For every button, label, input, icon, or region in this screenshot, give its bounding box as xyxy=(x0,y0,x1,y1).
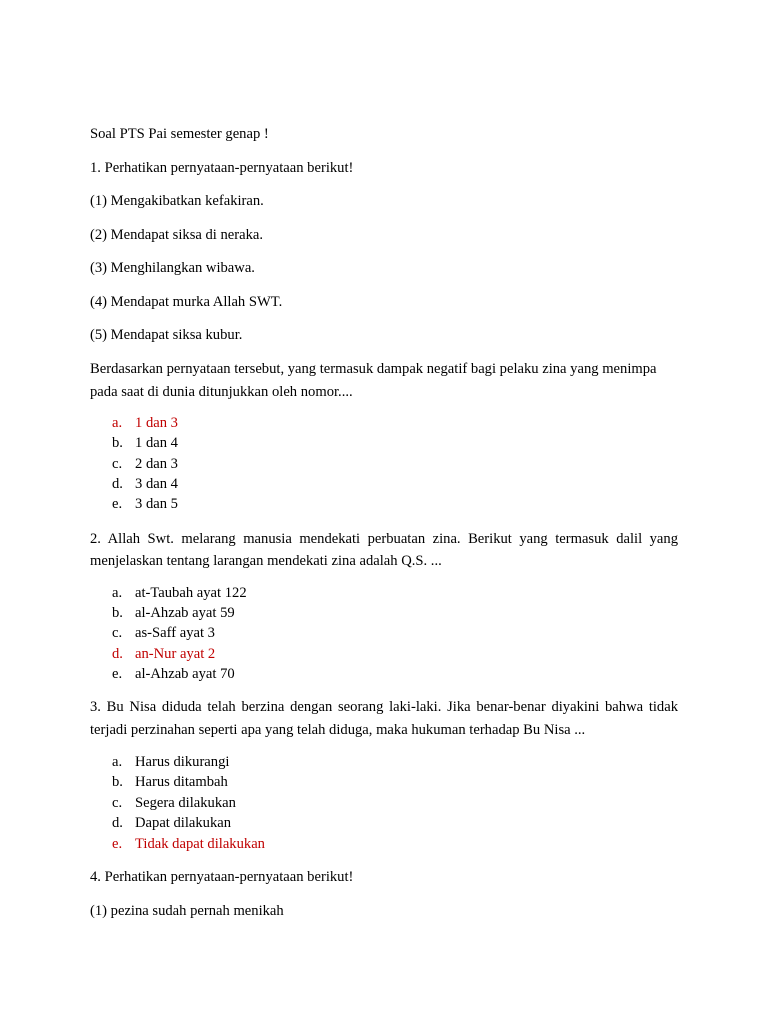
q3-option-c xyxy=(0,795,768,812)
q3-option-e xyxy=(0,836,768,853)
q1-option-b xyxy=(0,435,768,452)
option-text: an-Nur ayat 2 xyxy=(135,646,216,662)
q2-option-b xyxy=(0,605,768,622)
option-letter: c. xyxy=(112,625,123,641)
option-text: 3 dan 5 xyxy=(135,496,178,512)
q1-statement-5: (5) Mendapat siksa kubur. xyxy=(90,327,243,343)
option-letter: c. xyxy=(112,456,123,472)
option-letter: b. xyxy=(112,774,123,790)
question-3-line-2: terjadi perzinahan seperti apa yang telah diduga, maka hukuman terhadap Bu Nisa ... xyxy=(90,722,586,738)
option-text: Harus ditambah xyxy=(135,774,228,790)
option-letter: d. xyxy=(112,815,123,831)
option-text: Tidak dapat dilakukan xyxy=(135,836,265,852)
question-3-line-1: 3. Bu Nisa diduda telah berzina dengan seorang laki-laki. Jika benar-benar diyakini bahwa tidak xyxy=(90,699,678,715)
q1-option-a xyxy=(0,415,768,432)
option-text: 1 dan 3 xyxy=(135,415,178,431)
option-text: Dapat dilakukan xyxy=(135,815,232,831)
question-4-stem: 4. Perhatikan pernyataan-pernyataan berikut! xyxy=(90,869,354,885)
option-text: 2 dan 3 xyxy=(135,456,178,472)
option-text: as-Saff ayat 3 xyxy=(135,625,215,641)
q2-option-e xyxy=(0,666,768,683)
option-text: al-Ahzab ayat 59 xyxy=(135,605,235,621)
option-letter: d. xyxy=(112,646,123,662)
q1-question-line-1: Berdasarkan pernyataan tersebut, yang termasuk dampak negatif bagi pelaku zina yang menimpa xyxy=(90,361,657,377)
option-letter: e. xyxy=(112,496,123,512)
question-2-line-2: menjelaskan tentang larangan mendekati zina adalah Q.S. ... xyxy=(90,553,442,569)
option-letter: d. xyxy=(112,476,123,492)
q4-statement-1: (1) pezina sudah pernah menikah xyxy=(90,903,284,919)
option-letter: b. xyxy=(112,605,123,621)
q2-option-a xyxy=(0,585,768,602)
option-text: Segera dilakukan xyxy=(135,795,236,811)
q1-statement-2: (2) Mendapat siksa di neraka. xyxy=(90,227,264,243)
question-1-stem: 1. Perhatikan pernyataan-pernyataan berikut! xyxy=(90,160,354,176)
q2-option-d xyxy=(0,646,768,663)
q1-question-line-2: pada saat di dunia ditunjukkan oleh nomor.... xyxy=(90,384,353,400)
q3-option-b xyxy=(0,774,768,791)
option-letter: b. xyxy=(112,435,123,451)
option-letter: a. xyxy=(112,585,123,601)
option-letter: c. xyxy=(112,795,123,811)
q1-option-e xyxy=(0,496,768,513)
q1-statement-4: (4) Mendapat murka Allah SWT. xyxy=(90,294,283,310)
q1-statement-3: (3) Menghilangkan wibawa. xyxy=(90,260,255,276)
document-title: Soal PTS Pai semester genap ! xyxy=(90,126,269,142)
option-letter: e. xyxy=(112,666,123,682)
q3-option-d xyxy=(0,815,768,832)
option-letter: e. xyxy=(112,836,123,852)
q1-statement-1: (1) Mengakibatkan kefakiran. xyxy=(90,193,264,209)
option-letter: a. xyxy=(112,754,123,770)
option-letter: a. xyxy=(112,415,123,431)
q2-option-c xyxy=(0,625,768,642)
option-text: 1 dan 4 xyxy=(135,435,178,451)
option-text: at-Taubah ayat 122 xyxy=(135,585,247,601)
question-2-line-1: 2. Allah Swt. melarang manusia mendekati perbuatan zina. Berikut yang termasuk dalil yang xyxy=(90,531,678,547)
q1-option-c xyxy=(0,456,768,473)
option-text: 3 dan 4 xyxy=(135,476,178,492)
q3-option-a xyxy=(0,754,768,771)
option-text: Harus dikurangi xyxy=(135,754,230,770)
q1-option-d xyxy=(0,476,768,493)
option-text: al-Ahzab ayat 70 xyxy=(135,666,235,682)
